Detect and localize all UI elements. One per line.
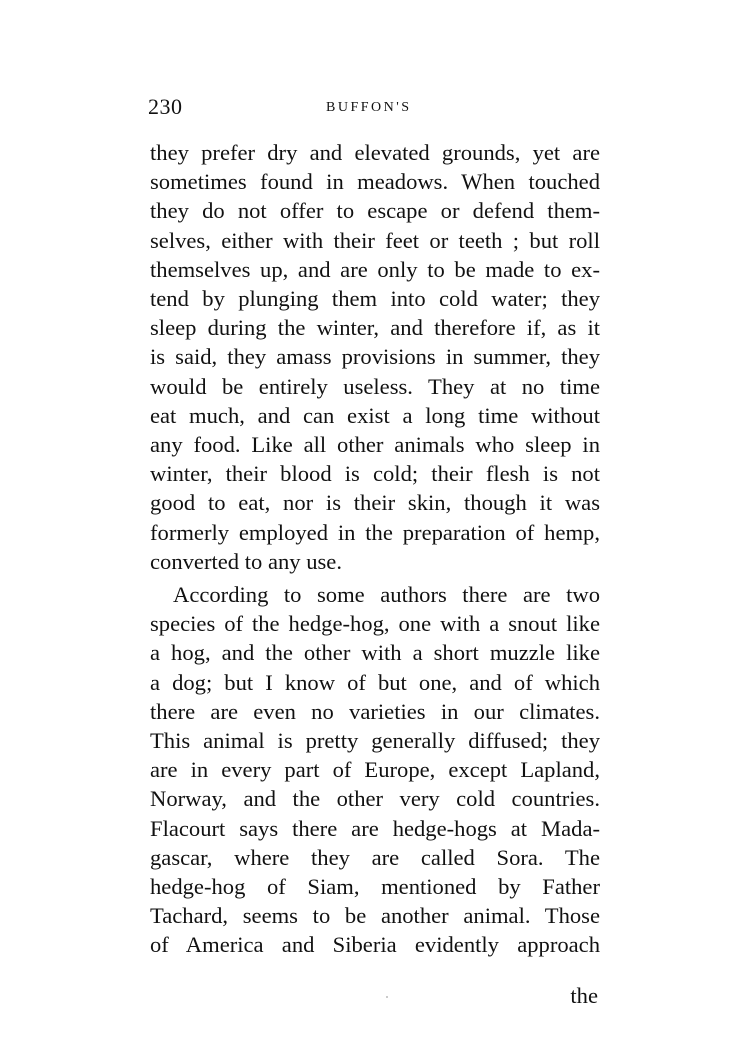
text-line: converted to any use. xyxy=(150,548,342,574)
text-line: sleep during the winter, and therefore if, as it xyxy=(150,315,600,341)
paragraph-2 xyxy=(150,580,600,960)
text-line: Flacourt says there are hedge-hogs at Mada- xyxy=(150,815,600,841)
page-header xyxy=(150,94,600,124)
text-line: formerly employed in the preparation of hemp, xyxy=(150,519,600,545)
text-line: Norway, and the other very cold countries. xyxy=(150,786,600,812)
running-head: BUFFON'S xyxy=(326,100,412,115)
text-line: species of the hedge-hog, one with a snout like xyxy=(150,611,600,637)
text-line: According to some authors there are two xyxy=(173,582,600,608)
text-line: any food. Like all other animals who sleep in xyxy=(150,432,600,458)
page-number: 230 xyxy=(148,94,183,119)
text-line: would be entirely useless. They at no time xyxy=(150,373,600,399)
text-line: they prefer dry and elevated grounds, yet are xyxy=(150,140,600,165)
paragraph-1 xyxy=(150,138,600,576)
text-line: a dog; but I know of but one, and of which xyxy=(150,669,600,695)
text-line: of America and Siberia evidently approach xyxy=(150,932,600,958)
paper-speck xyxy=(386,996,388,998)
text-line: they do not offer to escape or defend them- xyxy=(150,198,600,224)
text-line: selves, either with their feet or teeth ; but roll xyxy=(150,227,600,253)
text-line: tend by plunging them into cold water; they xyxy=(150,286,600,312)
body-text xyxy=(150,138,600,960)
text-line: a hog, and the other with a short muzzle like xyxy=(150,640,600,666)
text-line: This animal is pretty generally diffused; they xyxy=(150,728,600,754)
text-line: hedge-hog of Siam, mentioned by Father xyxy=(150,874,600,900)
text-line: eat much, and can exist a long time without xyxy=(150,402,600,428)
catchword: the xyxy=(570,983,598,1008)
text-line: themselves up, and are only to be made to ex- xyxy=(150,256,600,282)
text-line: winter, their blood is cold; their flesh is not xyxy=(150,461,600,487)
text-line: are in every part of Europe, except Lapland, xyxy=(150,757,600,783)
text-line: sometimes found in meadows. When touched xyxy=(150,169,600,195)
text-line: is said, they amass provisions in summer, they xyxy=(150,344,600,370)
text-line: Tachard, seems to be another animal. Those xyxy=(150,903,600,929)
text-line: gascar, where they are called Sora. The xyxy=(150,844,600,870)
text-line: good to eat, nor is their skin, though it was xyxy=(150,490,600,516)
text-line: there are even no varieties in our climates. xyxy=(150,698,600,724)
